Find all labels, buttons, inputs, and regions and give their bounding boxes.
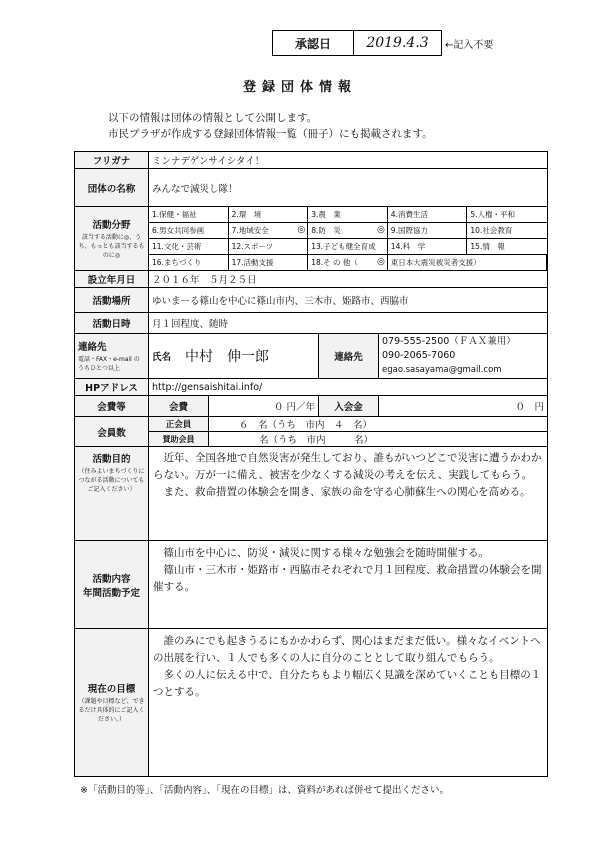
place-label: 活動場所 [75,288,149,313]
field-item: 1.保健・福祉 [149,207,229,223]
fee-label: 会費等 [75,396,149,417]
purpose-body [149,447,548,541]
fee-sub-label: 会費 [149,396,209,417]
contact-phone: 079-555-2500（ＦＡＸ兼用） [382,336,516,347]
datetime-value: 月１回程度、随時 [149,313,548,334]
field-item: 11.文化・芸術 [149,239,229,255]
contact-name-cell [149,334,319,379]
fee-value: ０ 円／年 [209,396,319,417]
field-label-sub: 該当する活動に◎、うち、もっとも該当するものに◎ [78,234,145,259]
field-item: 2.環 境 [229,207,309,223]
place-value: ゆいまーる篠山を中心に篠山市内、三木市、姫路市、西脇市 [149,288,548,313]
approval-box [272,30,442,56]
contact-label-sub: 電話・FAX・e-mail のうちひとつ以上 [78,356,140,372]
datetime-label: 活動日時 [75,313,149,334]
org-name-value: みんなで減災し隊！ [149,169,548,207]
goal-body [149,629,548,777]
support-member-value: 名（うち 市内 名） [209,432,548,447]
approval-date: 2019.4.3 [366,35,429,51]
field-item: 12.スポーツ [229,239,309,255]
contact-info [379,334,548,379]
contact-label-text: 連絡先 [78,342,107,353]
contact-name-label: 氏名 [152,352,172,363]
contact-email: egao.sasayama@gmail.com [382,365,502,375]
join-fee-value: ０ 円 [379,396,548,417]
goal-paragraph: 多くの人に伝える中で、自分たちもより幅広く見識を深めていくことも目標の１つとする。 [153,669,542,698]
goal-label-text: 現在の目標 [87,684,136,695]
regular-member-value: ６ 名（うち 市内 ４ 名） [209,417,548,432]
field-item: 5.人権・平和 [467,207,547,223]
support-member-label: 賛助会員 [149,432,209,447]
hp-label: HPアドレス [75,379,149,396]
content-label-2: 年間活動予定 [82,587,140,599]
goal-label [75,629,149,777]
field-item: 17.活動支援 [229,255,309,270]
content-label [75,541,149,629]
content-label-1: 活動内容 [92,573,131,585]
hp-value: http://gensaishitai.info/ [149,379,548,396]
org-name-label: 団体の名称 [75,169,149,207]
content-paragraph: 篠山市を中心に、防災・減災に関する様々な勉強会を随時開催する。 [163,547,489,559]
join-fee-label: 入会金 [319,396,379,417]
field-item: 9.国際協力 [388,223,468,239]
field-item-selected: 7.地域安全 ◎ [229,223,309,239]
regular-member-label: 正会員 [149,417,209,432]
field-label [75,207,149,271]
approval-label: 承認日 [273,31,354,55]
field-other-value: 東日本大震災被災者支援） [388,255,547,270]
content-paragraph: 篠山市・三木市・姫路市・西脇市それぞれで月１回程度、救命措置の体験会を開催する。 [153,564,542,593]
registration-table [74,151,548,777]
footer-note: ※「活動目的等」、「活動内容」、「現在の目標」は、資料があれば併せて提出ください。 [80,785,449,796]
established-label: 設立年月日 [75,271,149,288]
field-item: 10.社会教育 [467,223,547,239]
goal-label-sub: （課題や目標など、できるだけ具体的にご記入ください。） [78,698,145,723]
content-body [149,541,548,629]
approval-note: ←記入不要 [445,40,494,51]
intro-line-1: 以下の情報は団体の情報として公開します。 [108,112,318,124]
purpose-label [75,447,149,541]
contact-label [75,334,149,379]
established-value: ２０１６年 ５月２５日 [149,271,548,288]
page-title: 登録団体情報 [242,80,357,95]
field-item: 3.農 業 [308,207,388,223]
intro-line-2: 市民プラザが作成する登録団体情報一覧（冊子）にも掲載されます。 [108,128,433,140]
members-label: 会員数 [75,417,149,447]
field-item: 14.科 学 [388,239,468,255]
goal-paragraph: 誰のみにでも起きうるにもかかわらず、関心はまだまだ低い。様々なイベントへの出展を行い、１人でも多くの人に自分のこととして取り組んでもらう。 [153,635,541,664]
purpose-paragraph: また、救命措置の体験会を開き、家族の命を守る心肺蘇生への関心を高める。 [163,486,531,498]
field-item: 6.男女共同参画 [149,223,229,239]
field-item: 16.まちづくり [149,255,229,270]
field-label-text: 活動分野 [92,220,131,231]
purpose-paragraph: 近年、全国各地で自然災害が発生しており、誰もがいつどこで災害に遭うかわからない。万が一に備え、被害を少なくする減災の考えを伝え、実践してもらう。 [153,452,542,481]
field-item: 4.消費生活 [388,207,468,223]
field-item: 15.情 報 [467,239,547,255]
purpose-label-text: 活動目的 [92,454,131,465]
purpose-label-sub: （住みよいまちづくりにつながる活動についてもご記入ください） [78,468,145,493]
contact-mobile: 090-2065-7060 [382,350,456,361]
field-item-selected: 18.そ の 他（ ◎ [308,255,388,270]
contact-name: 中村 伸一郎 [185,349,270,365]
field-item: 13.子ども健全育成 [308,239,388,255]
furigana-label: フリガナ [75,152,149,169]
field-item-selected: 8.防 災 ◎ [308,223,388,239]
contact-info-label: 連絡先 [319,334,379,379]
furigana-value: ミンナデゲンサイシタイ！ [149,152,548,169]
field-grid [149,207,547,270]
